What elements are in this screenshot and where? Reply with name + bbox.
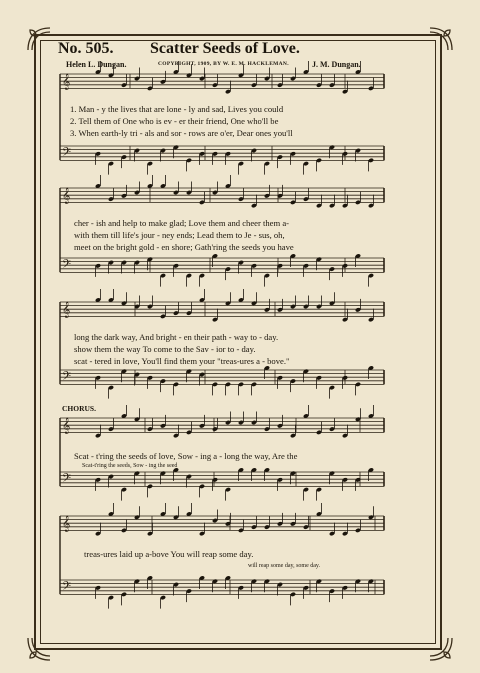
chorus-label: CHORUS. [62,404,96,413]
music-staff [60,503,384,536]
svg-text:𝄞: 𝄞 [62,516,71,532]
verse-2-line-2: with them till life's jour - ney ends; Lead them to Je - sus, oh, [74,230,285,240]
hymn-number: No. 505. [58,40,114,57]
svg-text:𝄞: 𝄞 [62,74,71,90]
svg-text:𝄞: 𝄞 [62,418,71,434]
svg-text:𝄢: 𝄢 [62,580,72,596]
svg-text:𝄞: 𝄞 [62,302,71,318]
verse-1-line-1: 1. Man - y the lives that are lone - ly and sad, Lives you could [70,104,284,114]
music-staff [60,575,384,608]
verse-3-line-1: 3. When earth-ly tri - als and sor - rows are o'er, Dear ones you'll [70,128,293,138]
verse-1-line-3: long the dark way, And bright - en their path - way to - day. [74,332,279,342]
chorus-bass-line-1: Scat-t'ring the seeds, Sow - ing the seed [82,463,178,469]
chorus-bass-line-2: will reap some day, some day. [248,563,321,569]
music-staff [60,467,384,500]
svg-text:𝄢: 𝄢 [62,146,72,162]
svg-text:𝄢: 𝄢 [62,258,72,274]
chorus-line-1: Scat - t'ring the seeds of love, Sow - ing a - long the way, Are the [74,451,298,461]
music-staff [60,365,384,398]
copyright-notice: COPYRIGHT, 1909, BY W. E. M. HACKLEMAN. [158,61,289,67]
music-staff [60,289,384,322]
verse-2-line-1: 2. Tell them of One who is ev - er their friend, One who'll be [70,116,279,126]
author-credit: Helen L. Dungan. [66,60,127,69]
music-staff [60,175,384,208]
svg-text:𝄢: 𝄢 [62,472,72,488]
verse-1-line-2: cher - ish and help to make glad; Love them and cheer them a- [74,218,289,228]
hymn-title: Scatter Seeds of Love. [150,40,300,57]
verse-2-line-3: show them the way To come to the Sav - ior to - day. [74,344,256,354]
composer-credit: J. M. Dungan. [312,60,361,69]
music-staff [60,253,384,286]
svg-text:𝄞: 𝄞 [62,188,71,204]
verse-3-line-3: scat - tered in love, You'll find them your "treas-ures a - bove." [74,356,290,366]
verse-3-line-2: meet on the bright gold - en shore; Gath'ring the seeds you have [74,242,294,252]
music-staff [60,61,384,94]
svg-text:𝄢: 𝄢 [62,370,72,386]
music-staff [60,145,384,175]
chorus-line-2: treas-ures laid up a-bove You will reap some day. [84,549,254,559]
music-staff [60,405,384,438]
